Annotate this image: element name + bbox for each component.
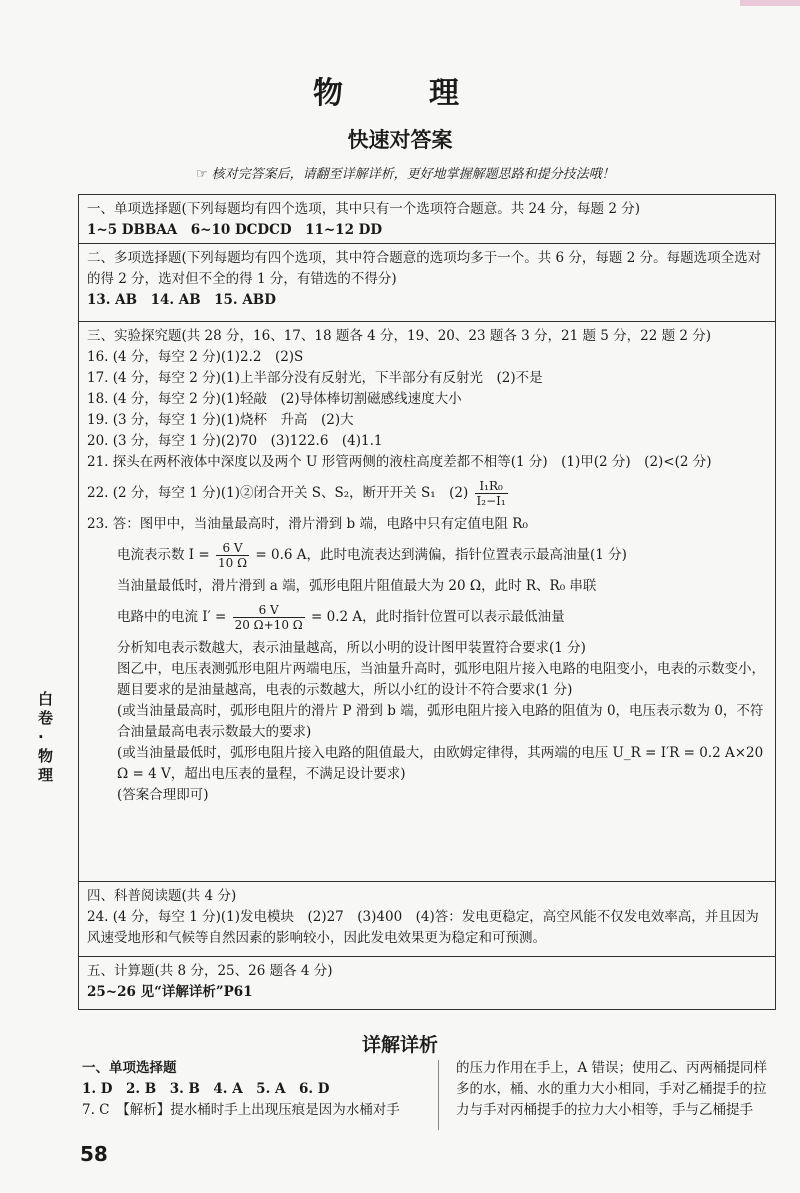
page-title: 物 理	[313, 76, 487, 111]
column-divider	[438, 1060, 439, 1130]
formula-suffix: = 0.6 A，此时电流表达到满偏，指针位置表示最高油量(1 分)	[255, 547, 627, 563]
answer-23-conclusion: 分析知电表示数越大，表示油量越高，所以小明的设计图甲装置符合要求(1 分)	[117, 640, 586, 656]
fraction-denominator: 10 Ω	[218, 556, 248, 570]
fraction	[475, 479, 508, 508]
formula-suffix: = 0.2 A，此时指针位置可以表示最低油量	[311, 609, 565, 625]
answer-21: 21. 探头在两杯液体中深度以及两个 U 形管两侧的液柱高度差都不相等(1 分) (1)甲(2 分) (2)<(2 分)	[87, 454, 712, 470]
answer-17: 17. (4 分，每空 2 分)(1)上半部分没有反射光，下半部分有反射光 (2)不是	[87, 370, 543, 386]
side-label: 白卷·物理	[38, 690, 54, 784]
answer-22-text: 22. (2 分，每空 1 分)(1)②闭合开关 S、S₂，断开开关 S₁ (2)	[87, 485, 469, 501]
answer-23-current	[87, 541, 767, 570]
section-calculation	[78, 956, 776, 1010]
section-heading: 四、科普阅读题(共 4 分)	[87, 888, 237, 904]
answer-23-alt2: (或当油量最低时，弧形电阻片接入电路的阻值最大，由欧姆定律得，其两端的电压 U_R = I′R = 0.2 A×20 Ω = 4 V，超出电压表的量程，不满足设计要求)	[117, 745, 764, 782]
answer-16: 16. (4 分，每空 2 分)(1)2.2 (2)S	[87, 349, 304, 365]
section-heading: 一、单项选择题(下列每题均有四个选项，其中只有一个选项符合题意。共 24 分，每题 2 分)	[87, 201, 640, 217]
fraction-numerator: 6 V	[216, 541, 249, 556]
answer-23: 23. 答：图甲中，当油量最高时，滑片滑到 b 端，电路中只有定值电阻 R₀	[87, 516, 528, 532]
tip-text: 核对完答案后，请翻至详解详析，更好地掌握解题思路和提分技法哦！	[211, 167, 615, 182]
section-heading: 三、实验探究题(共 28 分，16、17、18 题各 4 分，19、20、23 题各 3 分，21 题 5 分，22 题 2 分)	[87, 328, 712, 344]
detail-section-heading: 一、单项选择题	[82, 1060, 177, 1076]
detail-title: 详解详析	[361, 1034, 438, 1056]
detail-right-column: 的压力作用在手上，A 错误；使用乙、丙两桶提同样多的水，桶、水的重力大小相同，手对乙桶提手的拉力与手对丙桶提手的拉力大小相等，手与乙桶提手	[456, 1060, 768, 1118]
section-reading	[78, 881, 776, 956]
page-corner-tab	[740, 0, 800, 6]
section-experiment	[78, 321, 776, 881]
answer-23-analysis: 图乙中，电压表测弧形电阻片两端电压，当油量升高时，弧形电阻片接入电路的电阻变小，电表的示数变小，题目要求的是油量越高，电表的示数越大，所以小红的设计不符合要求(1 分)	[117, 661, 765, 698]
page-subtitle: 快速对答案	[347, 128, 453, 152]
formula-prefix: 电流表示数 I =	[117, 547, 210, 563]
detail-answers: 1. D 2. B 3. B 4. A 5. A 6. D	[82, 1081, 330, 1097]
fraction-denominator: 20 Ω+10 Ω	[234, 618, 303, 632]
answer-24: 24. (4 分，每空 1 分)(1)发电模块 (2)27 (3)400 (4)答：发电更稳定，高空风能不仅发电效率高，并且因为风速受地形和气候等自然因素的影响较小，因此发电效果更为稳定和可预测。	[87, 909, 759, 946]
detail-q7: 7. C 【解析】提水桶时手上出现压痕是因为水桶对手	[82, 1102, 400, 1118]
answer-23-current2	[87, 603, 767, 632]
page-number: 58	[80, 1142, 108, 1166]
fraction-numerator: I₁R₀	[475, 479, 508, 494]
answer-18: 18. (4 分，每空 2 分)(1)轻敲 (2)导体棒切割磁感线速度大小	[87, 391, 462, 407]
answer-23-min: 当油量最低时，滑片滑到 a 端，弧形电阻片阻值最大为 20 Ω，此时 R、R₀ 串联	[117, 578, 597, 594]
fraction-numerator: 6 V	[233, 603, 305, 618]
detail-left-column	[82, 1058, 424, 1121]
pointing-hand-icon: ☞	[196, 167, 208, 182]
fraction-denominator: I₂−I₁	[476, 494, 506, 508]
answer-23-note: (答案合理即可)	[117, 787, 209, 803]
section-single-choice	[78, 194, 776, 243]
answer-line: 25~26 见“详解详析”P61	[87, 984, 253, 1000]
answer-22	[87, 479, 767, 508]
fraction	[233, 603, 305, 632]
answer-line: 1~5 DBBAA 6~10 DCDCD 11~12 DD	[87, 222, 383, 238]
answer-20: 20. (3 分，每空 1 分)(2)70 (3)122.6 (4)1.1	[87, 433, 383, 449]
tip-line	[196, 163, 615, 182]
section-heading: 二、多项选择题(下列每题均有四个选项，其中符合题意的选项均多于一个。共 6 分，每题 2 分。每题选项全选对的得 2 分，选对但不全的得 1 分，有错选的不得分)	[87, 250, 762, 287]
answer-19: 19. (3 分，每空 1 分)(1)烧杯 升高 (2)大	[87, 412, 354, 428]
section-heading: 五、计算题(共 8 分，25、26 题各 4 分)	[87, 963, 333, 979]
answer-23-alt1: (或当油量最高时，弧形电阻片的滑片 P 滑到 b 端，弧形电阻片接入电路的阻值为 0，电压表示数为 0，不符合油量最高电表示数最大的要求)	[117, 703, 764, 740]
fraction	[216, 541, 249, 570]
answer-line: 13. AB 14. AB 15. ABD	[87, 292, 276, 308]
formula-prefix: 电路中的电流 I′ =	[117, 609, 227, 625]
section-multiple-choice	[78, 243, 776, 321]
